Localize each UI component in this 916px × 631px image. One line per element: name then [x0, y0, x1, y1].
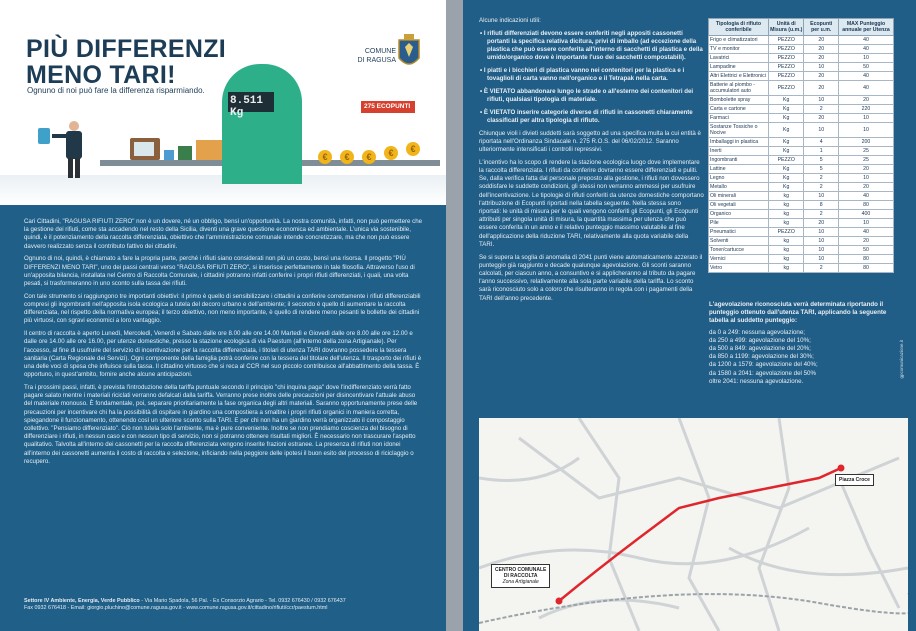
start-marker-icon: [556, 598, 563, 605]
table-row: [709, 45, 894, 54]
table-cell: Altri Elettrici e Elettronici: [709, 72, 769, 81]
hero-illustration: [0, 0, 446, 205]
comune-line-2: DI RAGUSA: [357, 57, 396, 64]
table-row: [709, 228, 894, 237]
left-page: [0, 0, 446, 631]
table-cell: 20: [804, 81, 838, 96]
table-cell: PEZZO: [768, 156, 804, 165]
page-gutter: [446, 0, 463, 631]
table-row: [709, 36, 894, 45]
footer-contacts: Fax 0932 676418 - Email: giorgio.pluchino@comune.ragusa.gov.it - www.comune.ragusa.gov.it/cittadino/rifiuti/ccr/paestum.html: [24, 605, 328, 611]
table-cell: Farmaci: [709, 114, 769, 123]
paragraph: Chiunque violi i divieti suddetti sarà soggetto ad una specifica multa la cui entità è riportata nell'Ordinanza Sindacale n. 275 R.O.S. del 06/02/2012. Saranno ulteriormente intensificati i controlli repressivi.: [479, 129, 701, 154]
table-cell: Organico: [709, 210, 769, 219]
agevolazione-row: da 850 a 1199: agevolazione del 30%;: [709, 353, 814, 361]
table-cell: 5: [804, 165, 838, 174]
paragraph: Con tale strumento si raggiungono tre importanti obiettivi: il primo è quello di sensibilizzare i cittadini a conferire correttamente i rifiuti differenziabili compresi gli ingombranti nell'apposita isola ecologica a tutela del decoro urbano e dell'ambiente; il secondo è quello di aumentare la raccolta differenziata, nel rispetto della normativa europea; il terzo obiettivo, non meno importante, è quello di rendere meno pesanti le bollette dei cittadini più virtuosi, con sgravi economici a loro vantaggio.: [24, 292, 421, 325]
table-cell: 40: [838, 36, 893, 45]
table-row: [709, 246, 894, 255]
footer: [24, 598, 424, 612]
paragraph: L'incentivo ha lo scopo di rendere la stazione ecologica luogo dove implementare la raccolta differenziata. I rifiuti da conferire dovranno essere differenziati e puliti. Se, dalla verifica fatta dal personale preposto alla gestione, i rifiuti non dovessero soddisfare le suddette condizioni, gli stessi non verranno ammessi per usufruire dell'incentivazione. Le tipologie di rifiuti conferiti da utenze domestiche comportano l'attribuzione di Ecopunti riportati nella tabella seguente. Nella stessa sono riportati: le unità di misura per le quali vengono conferiti gli Ecopunti, gli Ecopunti attribuiti per singola unità di misura, la quantità massima per utenza che può essere conferita in un anno e il relativo punteggio massimo valutabile al fine dell'applicazione della riduzione TARI, relativamente alla quota variabile della TARI.: [479, 158, 704, 248]
table-cell: Kg: [768, 174, 804, 183]
table-cell: Imballaggi in plastica: [709, 138, 769, 147]
table-cell: Pile: [709, 219, 769, 228]
euro-coin-icon: €: [384, 146, 398, 160]
table-cell: 20: [804, 219, 838, 228]
footer-address: - Via Mario Spadola, 56 Pal. - Ex Consorzio Agrario - Tel. 0932 676430 / 0932 676437: [139, 598, 346, 604]
euro-coin-icon: €: [340, 150, 354, 164]
table-cell: 10: [804, 123, 838, 138]
bullet-item: • È VIETATO inserire categorie diverse di rifiuti in cassonetti chiaramente classificati per altra tipologia di rifiuto.: [480, 108, 693, 125]
table-row: [709, 183, 894, 192]
table-cell: 80: [838, 255, 893, 264]
table-cell: kg: [768, 210, 804, 219]
agevolazione-row: da 250 a 499: agevolazione del 10%;: [709, 336, 811, 344]
table-cell: 10: [838, 114, 893, 123]
table-cell: 25: [838, 156, 893, 165]
table-cell: 2: [804, 210, 838, 219]
bullet-item: • I piatti e i bicchieri di plastica vanno nei contenitori per la plastica e i tovaglioli di carta vanno nell'organico e il Tetrapak nella carta.: [480, 67, 685, 83]
table-cell: 20: [804, 54, 838, 63]
table-cell: 2: [804, 183, 838, 192]
table-cell: 10: [804, 192, 838, 201]
table-cell: Kg: [768, 105, 804, 114]
table-cell: 10: [804, 63, 838, 72]
table-cell: 80: [838, 264, 893, 273]
table-cell: PEZZO: [768, 72, 804, 81]
bullet-item: • È VIETATO abbandonare lungo le strade o all'esterno dei contenitori dei rifiuti, qualsiasi tipologia di materiale.: [480, 87, 694, 104]
table-cell: 10: [838, 123, 893, 138]
table-cell: TV e monitor: [709, 45, 769, 54]
table-header: Ecopunti per u.m.: [804, 19, 838, 36]
table-row: [709, 156, 894, 165]
table-cell: 50: [838, 246, 893, 255]
table-cell: 50: [838, 63, 893, 72]
euro-coin-icon: €: [318, 150, 332, 164]
agevolazione-row: da 1200 a 1579: agevolazione del 40%;: [709, 361, 818, 369]
table-cell: 10: [838, 174, 893, 183]
table-cell: Solventi: [709, 237, 769, 246]
table-cell: Kg: [768, 165, 804, 174]
title-line-2: MENO TARI!: [26, 61, 176, 89]
table-cell: Pneumatici: [709, 228, 769, 237]
table-cell: Vernici: [709, 255, 769, 264]
table-cell: 20: [838, 183, 893, 192]
agevolazione-lead: L'agevolazione riconosciuta verrà determinata riportando il punteggio ottenuto dall'utenza TARI, applicando la seguente tabella al suddetto punteggio:: [709, 301, 887, 325]
footer-org: Settore IV Ambiente, Energia, Verde Pubblico: [24, 598, 140, 604]
table-header: Unità di Misura (u.m.): [768, 19, 804, 36]
weighing-machine: [222, 64, 302, 184]
side-url: gpcomunicazione.it: [899, 340, 904, 379]
table-cell: 10: [838, 219, 893, 228]
table-row: [709, 63, 894, 72]
agevolazione-row: da 0 a 249: nessuna agevolazione;: [709, 328, 805, 336]
table-cell: 10: [804, 237, 838, 246]
agevolazione-row: da 500 a 849: agevolazione del 20%;: [709, 345, 811, 353]
table-cell: kg: [768, 255, 804, 264]
table-cell: Legno: [709, 174, 769, 183]
table-cell: PEZZO: [768, 228, 804, 237]
table-header: MAX Punteggio annuale per Utenza: [838, 19, 893, 36]
table-body: [709, 36, 894, 273]
table-cell: 20: [838, 165, 893, 174]
table-cell: Lampadine: [709, 63, 769, 72]
table-cell: 10: [838, 54, 893, 63]
table-cell: 20: [804, 114, 838, 123]
bullet-item: • I rifiuti differenziati devono essere conferiti negli appositi cassonetti portanti la specifica relativa dicitura, privi di imballo (ad eccezione della plastica che può essere conferita all'interno di sacchetti di plastica e della umido/organico dove è importante l'uso dei sacchetti compostabili).: [480, 29, 703, 62]
table-cell: 8: [804, 201, 838, 210]
paragraph: Cari Cittadini, "RAGUSA RIFIUTI ZERO" non è un dovere, né un obbligo, bensì un'opportunità. La nostra comunità, infatti, non può permettere che la gestione dei rifiuti, come sta accadendo nel resto della Sicilia, diventi una grave questione economica ed ambientale. L'unica via sostenibile, quindi, è il potenziamento della raccolta differenziata, obiettivo che l'amministrazione comunale intende concretizzare, ma che non può essere davvero realizzato senza il contributo fattivo dei cittadini.: [24, 218, 423, 250]
table-cell: 20: [838, 237, 893, 246]
table-cell: 400: [838, 210, 893, 219]
euro-coin-icon: €: [406, 142, 420, 156]
table-row: [709, 96, 894, 105]
table-cell: Kg: [768, 123, 804, 138]
table-cell: 40: [838, 81, 893, 96]
table-cell: 25: [838, 147, 893, 156]
table-cell: 10: [804, 255, 838, 264]
page-title: [26, 36, 226, 88]
table-cell: 20: [838, 96, 893, 105]
weight-display: 8.511 Kg: [228, 92, 274, 112]
person-icon: [30, 120, 100, 180]
table-cell: 220: [838, 105, 893, 114]
agevolazione-box: [709, 301, 895, 386]
table-cell: Bombolette spray: [709, 96, 769, 105]
ccr-label: CENTRO COMUNALE DI RACCOLTA Zona Artigianale: [491, 564, 550, 588]
table-row: [709, 219, 894, 228]
table-cell: 20: [804, 36, 838, 45]
agevolazione-row: oltre 2041: nessuna agevolazione.: [709, 377, 804, 385]
table-cell: Metallo: [709, 183, 769, 192]
table-row: [709, 210, 894, 219]
table-cell: Oli minerali: [709, 192, 769, 201]
body-text: [24, 218, 424, 471]
table-cell: kg: [768, 237, 804, 246]
comune-label: [352, 47, 396, 65]
table-cell: PEZZO: [768, 81, 804, 96]
table-cell: Vetro: [709, 264, 769, 273]
location-map: [479, 418, 908, 631]
table-row: [709, 54, 894, 63]
right-text: [479, 17, 704, 307]
table-cell: Kg: [768, 147, 804, 156]
table-row: [709, 81, 894, 96]
subtitle: Ognuno di noi può fare la differenza risparmiando.: [27, 86, 205, 95]
table-cell: 1: [804, 147, 838, 156]
intro: Alcune indicazioni utili:: [479, 17, 541, 24]
table-row: [709, 165, 894, 174]
table-row: [709, 201, 894, 210]
agevolazione-row: da 1580 a 2041: agevolazione del 50%: [709, 369, 816, 377]
table-cell: PEZZO: [768, 36, 804, 45]
paragraph: Ognuno di noi, quindi, è chiamato a fare la propria parte, perché i rifiuti siano considerati non più un costo, bensì una risorsa. Il progetto "PIÙ DIFFERENZI MENO TARI", uno dei passi centrali verso "RAGUSA RIFIUTI ZERO", si inserisce perfettamente in tale filosofia. Attraverso l'uso di un'apposita bilancia, installata nel Centro di Raccolta Comunale, i cittadini potranno infatti conferire i propri rifiuti differenziati, i quali, una volta pesati, si trasformeranno in uno sconto sulla tassa dei rifiuti.: [24, 255, 415, 288]
table-row: [709, 138, 894, 147]
table-cell: 10: [804, 246, 838, 255]
right-page: [463, 0, 916, 631]
table-cell: PEZZO: [768, 54, 804, 63]
table-cell: Kg: [768, 138, 804, 147]
paragraph: Il centro di raccolta è aperto Lunedì, Mercoledì, Venerdì e Sabato dalle ore 8.00 alle ore 14.00 Martedì e Giovedì dalle ore 8.00 alle ore 12.00 e dalle ore 14.00 alle ore 16.00, per utenze domestiche, presso la stazione ecologica di via Paestum (all'interno della zona Artigianale). Per l'accesso, al fine di usufruire del servizio di incentivazione per la raccolta differenziata, i titolari di utenza TARI dovranno possedere la tessera sanitaria (Carta Regionale dei Servizi). Ogni componente della famiglia potrà conferire con la tessera del titolare dell'utenza. Il trasporto dei rifiuti è una delle voci di spesa che influisce sulla tassa. Il cittadino virtuoso che si reca al CCR nel suo piccolo contribuisce all'abbattimento della tassa. È opportuno, in quest'ambito, fornire anche alcune anticipazioni.: [24, 330, 422, 379]
table-cell: Lavatrici: [709, 54, 769, 63]
table-row: [709, 237, 894, 246]
table-row: [709, 192, 894, 201]
table-cell: Batterie al piombo - accumulatori auto: [709, 81, 769, 96]
table-header: Tipologia di rifiuto conferibile: [709, 19, 769, 36]
ecopunti-tag: 275 ECOPUNTI: [361, 101, 415, 113]
table-cell: kg: [768, 192, 804, 201]
table-cell: PEZZO: [768, 45, 804, 54]
table-row: [709, 174, 894, 183]
table-cell: Kg: [768, 183, 804, 192]
table-cell: Frigo e climatizzatori: [709, 36, 769, 45]
ecopunti-table: [708, 18, 894, 273]
table-cell: 20: [804, 45, 838, 54]
table-cell: 80: [838, 201, 893, 210]
table-row: [709, 255, 894, 264]
table-cell: 40: [838, 72, 893, 81]
table-row: [709, 264, 894, 273]
table-cell: Ingombranti: [709, 156, 769, 165]
table-cell: 40: [838, 45, 893, 54]
table-cell: 40: [838, 192, 893, 201]
table-cell: kg: [768, 201, 804, 210]
end-marker-icon: [838, 465, 845, 472]
table-cell: 4: [804, 138, 838, 147]
table-header-row: [709, 19, 894, 36]
table-cell: Lattine: [709, 165, 769, 174]
title-line-1: PIÙ DIFFERENZI: [26, 35, 227, 63]
table-row: [709, 147, 894, 156]
table-cell: 2: [804, 105, 838, 114]
table-cell: Kg: [768, 114, 804, 123]
euro-coin-icon: €: [362, 150, 376, 164]
table-cell: Sostanze Tossiche o Nocive: [709, 123, 769, 138]
table-cell: kg: [768, 264, 804, 273]
table-cell: 2: [804, 264, 838, 273]
table-cell: 20: [804, 72, 838, 81]
paragraph: Se si supera la soglia di anomalia di 2041 punti viene automaticamente azzerato il punteggio già raggiunto e decade qualunque agevolazione. Gli sconti saranno calcolati, per ciascun anno, a consuntivo e si applicheranno al tributo da pagare l'anno successivo, relativamente alla sola parte variabile della tariffa. Lo sconto sarà riconosciuto solo a coloro che risulteranno in regola con i pagamenti della TARI dell'anno precedente.: [479, 253, 703, 302]
table-cell: Inerti: [709, 147, 769, 156]
table-cell: 2: [804, 174, 838, 183]
table-cell: kg: [768, 246, 804, 255]
street-map: [479, 418, 908, 631]
table-row: [709, 114, 894, 123]
table-cell: Toner/cartucce: [709, 246, 769, 255]
table-row: [709, 123, 894, 138]
table-cell: Kg: [768, 96, 804, 105]
table-row: [709, 105, 894, 114]
ragusa-crest-icon: [396, 32, 422, 72]
table-cell: 200: [838, 138, 893, 147]
table-cell: Oli vegetali: [709, 201, 769, 210]
table-cell: Carta e cartone: [709, 105, 769, 114]
table-cell: 40: [838, 228, 893, 237]
table-cell: kg: [768, 219, 804, 228]
paragraph: Tra i prossimi passi, infatti, è prevista l'introduzione della tariffa puntuale secondo il principio "chi inquina paga" dove l'indifferenziato verrà fatto pagare salato mentre i materiali riciclati verranno defalcati dalla tariffa. Verranno prese inoltre delle precauzioni per disincentivare l'attuale abuso del materiale monouso. È fondamentale, poi, separare prioritariamente la fase organica degli altri materiali. Saranno opportunamente prese delle precauzioni per incentivare chi ha la possibilità di ospitare in giardino una compostiera a smaltire i propri rifiuti organici in maniera corretta, spiegandone il funzionamento, ottenendo così un ulteriore sconto sulla TARI. E per chi non ha un giardino verrà organizzato il compostaggio collettivo. "Pensiamo differenziato". Ciò non tutela solo l'ambiente, ma è pure conveniente. Inoltre se non prendiamo coscienza del bisogno di differenziare i rifiuti, in nessun caso e con nessun tipo di servizio, non si potranno ottenere risultati migliori. È necessario non trascurare l'aspetto qualitativo. Talvolta all'interno dei cassonetti per la raccolta differenziata vengono inserite frazioni estranee. La presenza di rifiuti non idonei all'interno dei cassonetti aumenta il costo di raccolta e selezione, inficiando nella peggiore delle ipotesi il buon esito del processo di riciclaggio o recupero.: [24, 384, 418, 465]
table-cell: PEZZO: [768, 63, 804, 72]
table-cell: 5: [804, 156, 838, 165]
piazza-croce-label: Piazza Croce: [835, 474, 874, 486]
comune-line-1: COMUNE: [364, 48, 396, 55]
table-cell: 10: [804, 96, 838, 105]
table-row: [709, 72, 894, 81]
table-cell: 10: [804, 228, 838, 237]
